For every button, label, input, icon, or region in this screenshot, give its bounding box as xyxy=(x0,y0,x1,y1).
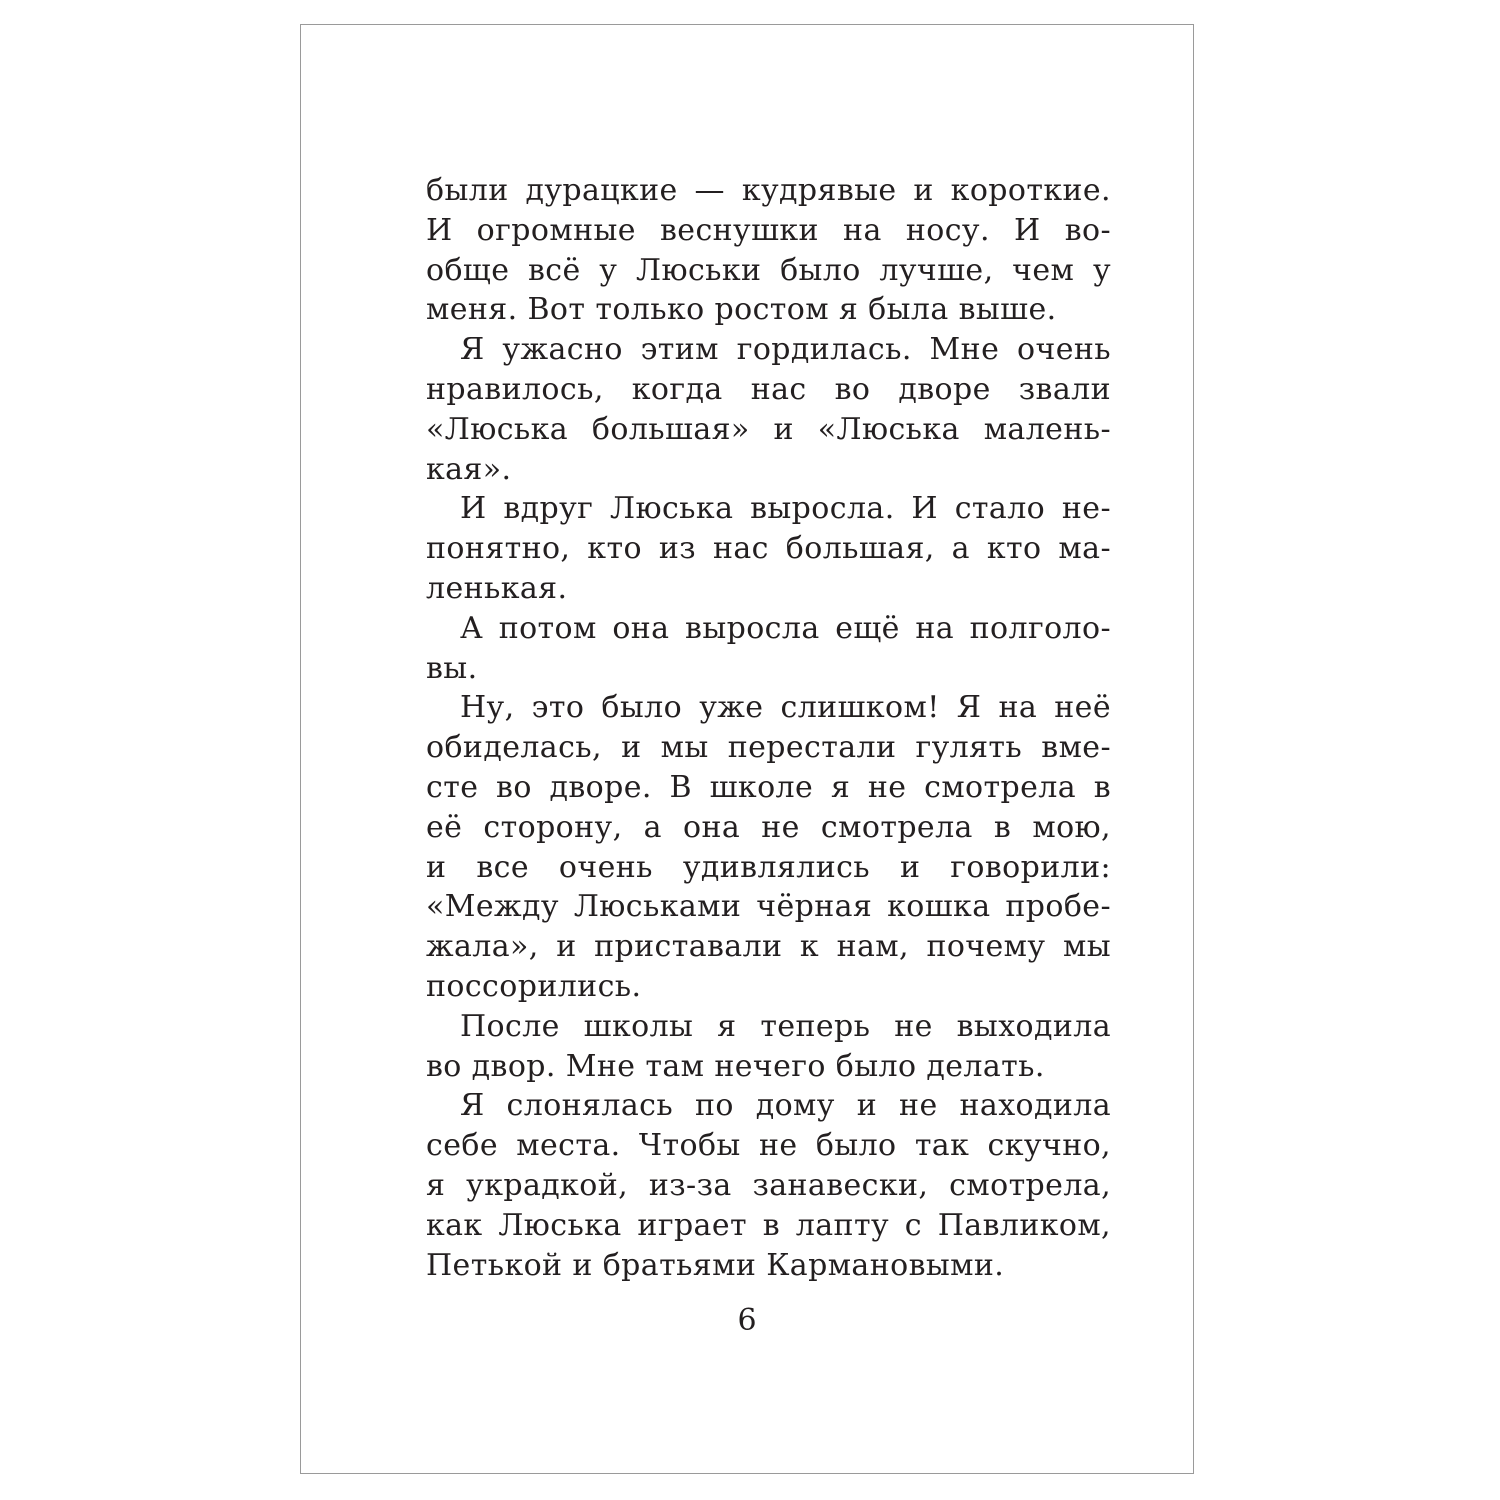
text-line: как Люська играет в лапту с Павликом, xyxy=(426,1207,1111,1243)
text-line: себе места. Чтобы не было так скучно, xyxy=(426,1128,1111,1164)
text-line: Ну, это было уже слишком! Я на неё xyxy=(460,690,1111,726)
text-line: После школы я теперь не выходила xyxy=(460,1008,1111,1044)
text-line: понятно, кто из нас большая, а кто ма- xyxy=(426,531,1111,567)
text-line: и все очень удивлялись и говорили: xyxy=(426,849,1111,885)
book-page xyxy=(300,24,1194,1474)
text-line: сте во дворе. В школе я не смотрела в xyxy=(426,769,1111,805)
text-line: ленькая. xyxy=(426,570,568,606)
text-line: И огромные веснушки на носу. И во- xyxy=(426,212,1111,248)
text-line: нравилось, когда нас во дворе звали xyxy=(426,371,1111,407)
text-line: обще всё у Люськи было лучше, чем у xyxy=(426,252,1111,288)
text-line: «Люська большая» и «Люська малень- xyxy=(426,411,1111,447)
text-line: меня. Вот только ростом я была выше. xyxy=(426,292,1057,328)
text-line: вы. xyxy=(426,650,478,686)
page-number: 6 xyxy=(737,1303,757,1338)
text-line: обиделась, и мы перестали гулять вме- xyxy=(426,730,1111,766)
text-line: жала», и приставали к нам, почему мы xyxy=(426,929,1111,965)
text-line: И вдруг Люська выросла. И стало не- xyxy=(460,491,1111,527)
text-line: кая». xyxy=(426,451,512,487)
text-line: А потом она выросла ещё на полголо- xyxy=(460,610,1111,646)
text-line: её сторону, а она не смотрела в мою, xyxy=(426,809,1111,845)
text-line: Я слонялась по дому и не находила xyxy=(460,1088,1111,1124)
text-line: поссорились. xyxy=(426,968,642,1004)
text-line: я украдкой, из-за занавески, смотрела, xyxy=(426,1167,1111,1203)
text-line: Петькой и братьями Кармановыми. xyxy=(426,1247,1005,1283)
body-text xyxy=(426,171,1111,1285)
text-line: во двор. Мне там нечего было делать. xyxy=(426,1048,1045,1084)
text-line: были дурацкие — кудрявые и короткие. xyxy=(426,173,1111,208)
text-line: «Между Люськами чёрная кошка пробе- xyxy=(426,889,1111,925)
text-line: Я ужасно этим гордилась. Мне очень xyxy=(460,332,1111,368)
